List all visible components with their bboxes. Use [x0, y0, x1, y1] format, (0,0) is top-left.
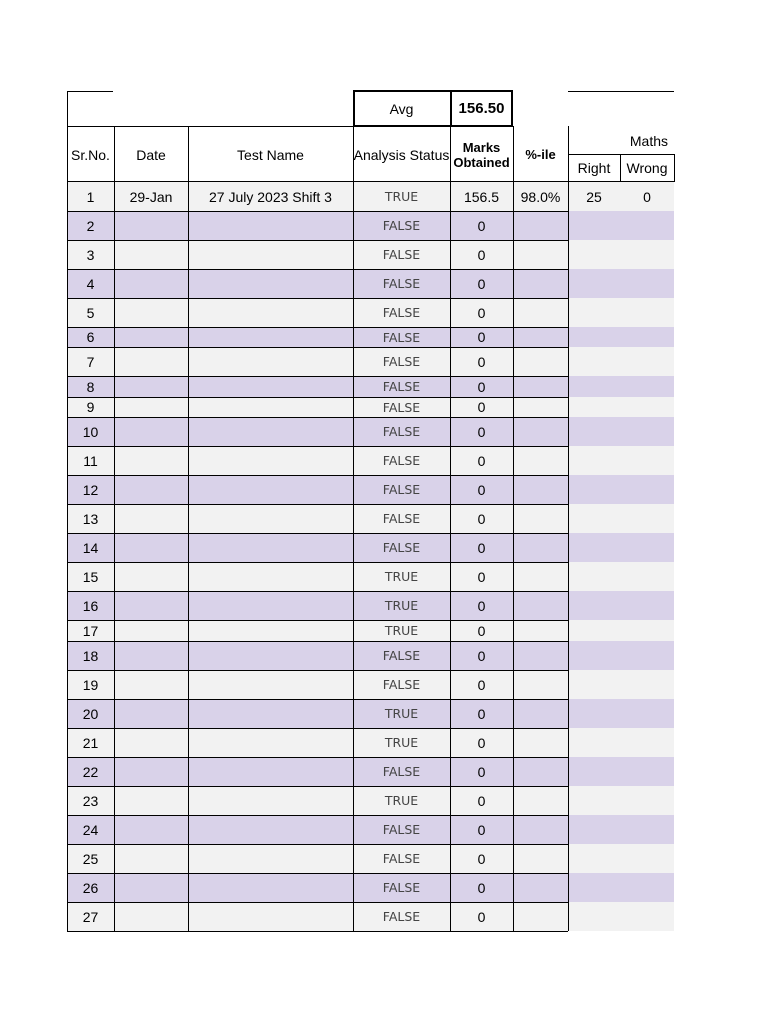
cell-status[interactable]: FALSE [382, 453, 421, 468]
avg-value-cell[interactable]: 156.50 [458, 100, 505, 117]
cell-sr[interactable]: 2 [86, 217, 95, 234]
cell-sr[interactable]: 27 [82, 908, 99, 925]
grid-line [67, 240, 568, 241]
cell-right[interactable] [568, 873, 620, 902]
cell-marks[interactable]: 0 [477, 597, 486, 614]
cell-status[interactable]: FALSE [382, 329, 421, 345]
cell-marks[interactable]: 0 [477, 908, 486, 925]
cell-right[interactable] [568, 641, 620, 670]
cell-status[interactable]: FALSE [382, 482, 421, 497]
cell-sr[interactable]: 16 [82, 597, 99, 614]
cell-wrong[interactable] [620, 620, 674, 641]
grid-line [67, 181, 674, 182]
cell-right[interactable] [568, 620, 620, 641]
cell-date[interactable] [114, 446, 188, 475]
cell-test[interactable] [188, 347, 353, 376]
cell-date[interactable] [114, 533, 188, 562]
grid-line [353, 126, 354, 931]
cell-test[interactable] [188, 620, 353, 641]
cell-right[interactable] [568, 670, 620, 699]
grid-line [67, 670, 568, 671]
cell-right[interactable] [568, 504, 620, 533]
grid-line [188, 126, 189, 931]
cell-wrong[interactable] [620, 446, 674, 475]
cell-test[interactable] [188, 844, 353, 873]
cell-date[interactable] [114, 844, 188, 873]
cell-right[interactable] [568, 397, 620, 417]
cell-marks[interactable]: 0 [477, 353, 486, 370]
grid-line [67, 446, 568, 447]
grid-line [568, 154, 674, 155]
cell-wrong[interactable]: 0 [643, 188, 651, 205]
cell-date[interactable] [114, 475, 188, 504]
grid-line [67, 873, 568, 874]
cell-sr[interactable]: 8 [86, 378, 95, 395]
cell-date[interactable] [114, 298, 188, 327]
cell-wrong[interactable] [620, 873, 674, 902]
cell-status[interactable]: FALSE [382, 379, 421, 394]
cell-date[interactable] [114, 240, 188, 269]
cell-date[interactable] [114, 699, 188, 728]
cell-pct[interactable] [513, 269, 568, 298]
cell-test[interactable] [188, 475, 353, 504]
cell-wrong[interactable] [620, 670, 674, 699]
header-date[interactable]: Date [136, 146, 166, 163]
cell-marks[interactable]: 0 [477, 647, 486, 664]
cell-test[interactable] [188, 728, 353, 757]
grid-line [513, 126, 514, 931]
cell-status[interactable]: TRUE [384, 598, 419, 613]
cell-right[interactable] [568, 240, 620, 269]
cell-marks[interactable]: 156.5 [463, 188, 500, 205]
cell-date[interactable] [114, 397, 188, 417]
cell-sr[interactable]: 26 [82, 879, 99, 896]
cell-right[interactable] [568, 327, 620, 347]
cell-wrong[interactable] [620, 699, 674, 728]
cell-date[interactable] [114, 728, 188, 757]
grid-line [67, 91, 68, 931]
cell-sr[interactable]: 24 [82, 821, 99, 838]
cell-test[interactable] [188, 417, 353, 446]
cell-date[interactable] [114, 757, 188, 786]
cell-pct[interactable] [513, 298, 568, 327]
cell-date[interactable] [114, 670, 188, 699]
header-test-name[interactable]: Test Name [237, 146, 304, 163]
cell-test[interactable]: 27 July 2023 Shift 3 [209, 188, 332, 205]
cell-status[interactable]: FALSE [382, 218, 421, 233]
cell-pct[interactable] [513, 533, 568, 562]
cell-test[interactable] [188, 902, 353, 931]
cell-sr[interactable]: 9 [86, 399, 95, 415]
cell-marks[interactable]: 0 [477, 879, 486, 896]
cell-test[interactable] [188, 504, 353, 533]
cell-right[interactable] [568, 844, 620, 873]
grid-line [674, 154, 675, 182]
cell-wrong[interactable] [620, 475, 674, 504]
cell-status[interactable]: TRUE [384, 735, 419, 750]
cell-test[interactable] [188, 533, 353, 562]
cell-test[interactable] [188, 211, 353, 240]
avg-label-cell[interactable]: Avg [389, 100, 414, 117]
cell-test[interactable] [188, 376, 353, 397]
cell-wrong[interactable] [620, 815, 674, 844]
grid-line [67, 91, 113, 92]
cell-pct[interactable] [513, 417, 568, 446]
cell-sr[interactable]: 5 [86, 304, 95, 321]
grid-line [620, 154, 621, 182]
cell-status[interactable]: TRUE [384, 706, 419, 721]
cell-marks[interactable]: 0 [477, 510, 486, 527]
cell-test[interactable] [188, 815, 353, 844]
cell-test[interactable] [188, 670, 353, 699]
cell-pct[interactable]: 98.0% [520, 188, 561, 205]
cell-test[interactable] [188, 446, 353, 475]
grid-line [67, 728, 568, 729]
cell-pct[interactable] [513, 504, 568, 533]
cell-right[interactable] [568, 269, 620, 298]
cell-status[interactable]: TRUE [384, 623, 419, 638]
cell-marks[interactable]: 0 [477, 423, 486, 440]
grid-line [67, 376, 568, 377]
cell-pct[interactable] [513, 591, 568, 620]
cell-sr[interactable]: 3 [86, 246, 95, 263]
cell-right[interactable] [568, 417, 620, 446]
cell-pct[interactable] [513, 757, 568, 786]
cell-sr[interactable]: 19 [82, 676, 99, 693]
cell-wrong[interactable] [620, 298, 674, 327]
cell-pct[interactable] [513, 844, 568, 873]
cell-date[interactable] [114, 347, 188, 376]
cell-right[interactable]: 25 [586, 188, 602, 205]
cell-test[interactable] [188, 786, 353, 815]
grid-line [67, 562, 568, 563]
cell-date[interactable] [114, 504, 188, 533]
cell-date[interactable] [114, 417, 188, 446]
grid-line [67, 327, 568, 328]
header-marks-obtained-line: Obtained [453, 154, 510, 170]
cell-marks[interactable]: 0 [477, 539, 486, 556]
cell-status[interactable]: FALSE [382, 909, 421, 924]
cell-sr[interactable]: 13 [82, 510, 99, 527]
grid-line [67, 269, 568, 270]
cell-marks[interactable]: 0 [477, 568, 486, 585]
cell-pct[interactable] [513, 620, 568, 641]
cell-status[interactable]: FALSE [382, 851, 421, 866]
grid-line [67, 757, 568, 758]
cell-sr[interactable]: 7 [86, 353, 95, 370]
cell-marks[interactable]: 0 [477, 821, 486, 838]
cell-sr[interactable]: 15 [82, 568, 99, 585]
cell-right[interactable] [568, 533, 620, 562]
cell-date[interactable] [114, 815, 188, 844]
cell-date[interactable]: 29-Jan [129, 188, 173, 205]
cell-pct[interactable] [513, 446, 568, 475]
cell-status[interactable]: FALSE [382, 247, 421, 262]
cell-wrong[interactable] [620, 269, 674, 298]
cell-right[interactable] [568, 591, 620, 620]
cell-sr[interactable]: 1 [86, 188, 95, 205]
cell-marks[interactable]: 0 [477, 792, 486, 809]
cell-status[interactable]: FALSE [382, 540, 421, 555]
cell-status[interactable]: FALSE [382, 399, 421, 415]
cell-test[interactable] [188, 269, 353, 298]
cell-sr[interactable]: 25 [82, 850, 99, 867]
cell-test[interactable] [188, 757, 353, 786]
grid-line [568, 126, 569, 931]
cell-wrong[interactable] [620, 757, 674, 786]
cell-wrong[interactable] [620, 562, 674, 591]
cell-marks[interactable]: 0 [477, 399, 486, 415]
cell-marks[interactable]: 0 [477, 452, 486, 469]
cell-status[interactable]: FALSE [382, 648, 421, 663]
grid-line [67, 699, 568, 700]
cell-sr[interactable]: 20 [82, 705, 99, 722]
cell-pct[interactable] [513, 376, 568, 397]
cell-marks[interactable]: 0 [477, 481, 486, 498]
grid-line [67, 397, 568, 398]
cell-right[interactable] [568, 446, 620, 475]
grid-line [67, 475, 568, 476]
cell-test[interactable] [188, 397, 353, 417]
header-sr-no[interactable]: Sr.No. [71, 146, 110, 163]
header-wrong[interactable]: Wrong [626, 160, 668, 176]
cell-wrong[interactable] [620, 504, 674, 533]
header-subject-maths[interactable]: Maths [629, 132, 668, 149]
cell-wrong[interactable] [620, 327, 674, 347]
cell-date[interactable] [114, 786, 188, 815]
cell-marks[interactable]: 0 [477, 329, 486, 345]
cell-sr[interactable]: 11 [83, 452, 98, 469]
cell-marks[interactable]: 0 [477, 705, 486, 722]
grid-line [67, 641, 568, 642]
cell-marks[interactable]: 0 [477, 850, 486, 867]
cell-wrong[interactable] [620, 844, 674, 873]
cell-wrong[interactable] [620, 376, 674, 397]
grid-line [67, 620, 568, 621]
cell-wrong[interactable] [620, 728, 674, 757]
cell-wrong[interactable] [620, 786, 674, 815]
cell-marks[interactable]: 0 [477, 763, 486, 780]
cell-pct[interactable] [513, 240, 568, 269]
cell-right[interactable] [568, 376, 620, 397]
header-marks-obtained[interactable] [450, 127, 513, 182]
header-marks-obtained-line: Marks [462, 139, 501, 155]
cell-status[interactable]: FALSE [382, 511, 421, 526]
header-percentile[interactable]: %-ile [525, 147, 556, 162]
cell-pct[interactable] [513, 397, 568, 417]
grid-line [568, 91, 674, 92]
cell-date[interactable] [114, 562, 188, 591]
cell-marks[interactable]: 0 [477, 304, 486, 321]
cell-status[interactable]: TRUE [384, 569, 419, 584]
grid-line [450, 126, 451, 931]
cell-status[interactable]: FALSE [382, 276, 421, 291]
cell-test[interactable] [188, 873, 353, 902]
cell-marks[interactable]: 0 [477, 378, 486, 395]
grid-line [67, 417, 568, 418]
cell-status[interactable]: FALSE [382, 764, 421, 779]
cell-right[interactable] [568, 757, 620, 786]
cell-pct[interactable] [513, 902, 568, 931]
cell-sr[interactable]: 12 [82, 481, 99, 498]
grid-line [67, 786, 568, 787]
cell-right[interactable] [568, 728, 620, 757]
cell-status[interactable]: TRUE [384, 793, 419, 808]
cell-wrong[interactable] [620, 397, 674, 417]
header-right[interactable]: Right [577, 160, 611, 176]
cell-test[interactable] [188, 298, 353, 327]
cell-wrong[interactable] [620, 417, 674, 446]
cell-wrong[interactable] [620, 902, 674, 931]
cell-sr[interactable]: 6 [86, 329, 95, 345]
cell-status[interactable]: TRUE [384, 189, 419, 204]
cell-date[interactable] [114, 269, 188, 298]
cell-right[interactable] [568, 699, 620, 728]
cell-date[interactable] [114, 591, 188, 620]
cell-right[interactable] [568, 815, 620, 844]
cell-date[interactable] [114, 211, 188, 240]
cell-marks[interactable]: 0 [477, 217, 486, 234]
cell-pct[interactable] [513, 641, 568, 670]
grid-line [67, 211, 568, 212]
cell-sr[interactable]: 22 [82, 763, 99, 780]
cell-sr[interactable]: 10 [82, 423, 99, 440]
cell-right[interactable] [568, 475, 620, 504]
cell-status[interactable]: FALSE [382, 822, 421, 837]
cell-wrong[interactable] [620, 533, 674, 562]
cell-date[interactable] [114, 620, 188, 641]
cell-pct[interactable] [513, 815, 568, 844]
cell-pct[interactable] [513, 475, 568, 504]
grid-line [67, 931, 568, 932]
cell-sr[interactable]: 18 [82, 647, 99, 664]
cell-right[interactable] [568, 562, 620, 591]
cell-test[interactable] [188, 562, 353, 591]
cell-right[interactable] [568, 902, 620, 931]
cell-date[interactable] [114, 376, 188, 397]
grid-line [67, 533, 568, 534]
grid-line [450, 90, 452, 127]
cell-sr[interactable]: 17 [82, 622, 99, 639]
cell-sr[interactable]: 4 [86, 275, 95, 292]
grid-line [67, 347, 568, 348]
cell-pct[interactable] [513, 562, 568, 591]
cell-sr[interactable]: 23 [82, 792, 99, 809]
grid-line [67, 815, 568, 816]
cell-date[interactable] [114, 902, 188, 931]
cell-marks[interactable]: 0 [477, 275, 486, 292]
cell-pct[interactable] [513, 347, 568, 376]
avg-box-border [353, 90, 513, 127]
cell-right[interactable] [568, 786, 620, 815]
cell-pct[interactable] [513, 670, 568, 699]
cell-sr[interactable]: 21 [82, 734, 99, 751]
cell-test[interactable] [188, 327, 353, 347]
cell-marks[interactable]: 0 [477, 734, 486, 751]
cell-status[interactable]: FALSE [382, 305, 421, 320]
cell-pct[interactable] [513, 211, 568, 240]
cell-sr[interactable]: 14 [82, 539, 99, 556]
grid-line [67, 902, 568, 903]
cell-status[interactable]: FALSE [382, 880, 421, 895]
grid-line [67, 504, 568, 505]
cell-marks[interactable]: 0 [477, 676, 486, 693]
cell-test[interactable] [188, 591, 353, 620]
cell-right[interactable] [568, 211, 620, 240]
cell-right[interactable] [568, 347, 620, 376]
grid-line [67, 591, 568, 592]
cell-wrong[interactable] [620, 347, 674, 376]
cell-test[interactable] [188, 641, 353, 670]
cell-wrong[interactable] [620, 591, 674, 620]
grid-line [114, 126, 115, 931]
cell-test[interactable] [188, 240, 353, 269]
cell-pct[interactable] [513, 728, 568, 757]
grid-line [67, 844, 568, 845]
cell-test[interactable] [188, 699, 353, 728]
cell-date[interactable] [114, 873, 188, 902]
header-analysis-status[interactable]: Analysis Status [353, 146, 450, 163]
cell-status[interactable]: FALSE [382, 354, 421, 369]
cell-date[interactable] [114, 327, 188, 347]
grid-line [67, 298, 568, 299]
cell-pct[interactable] [513, 786, 568, 815]
cell-right[interactable] [568, 298, 620, 327]
cell-pct[interactable] [513, 327, 568, 347]
cell-status[interactable]: FALSE [382, 424, 421, 439]
cell-date[interactable] [114, 641, 188, 670]
cell-status[interactable]: FALSE [382, 677, 421, 692]
cell-wrong[interactable] [620, 211, 674, 240]
cell-wrong[interactable] [620, 240, 674, 269]
cell-pct[interactable] [513, 873, 568, 902]
cell-marks[interactable]: 0 [477, 246, 486, 263]
cell-pct[interactable] [513, 699, 568, 728]
cell-wrong[interactable] [620, 641, 674, 670]
cell-marks[interactable]: 0 [477, 622, 486, 639]
